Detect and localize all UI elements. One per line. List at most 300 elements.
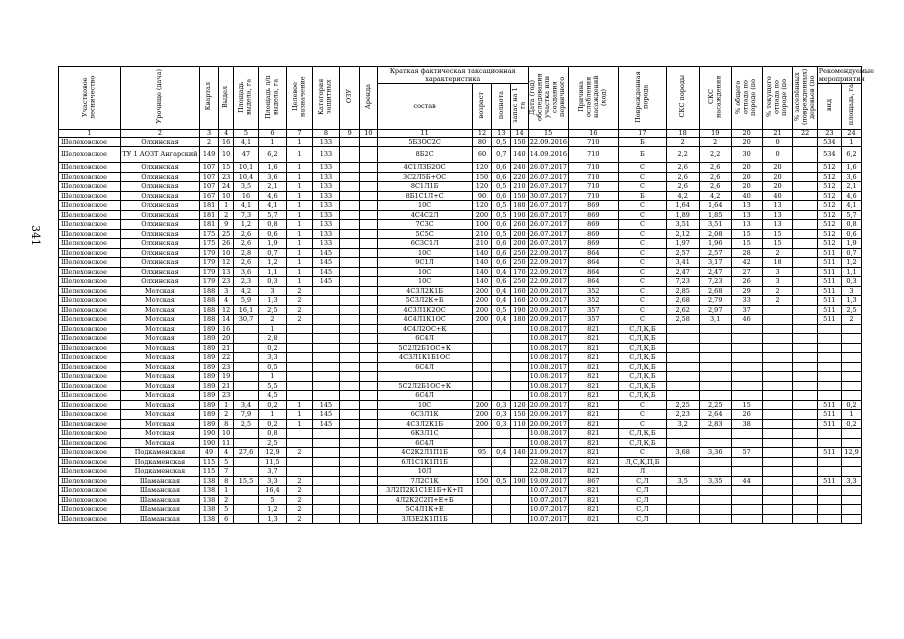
table-cell: 10.08.2017	[529, 334, 568, 342]
table-cell	[842, 381, 862, 391]
table-cell: 200	[472, 286, 492, 296]
table-cell: Шелеховское	[59, 137, 121, 147]
table-cell: 10.07.2017	[529, 486, 568, 494]
table-cell: 21	[218, 343, 233, 353]
table-row	[59, 229, 862, 239]
table-cell	[793, 201, 817, 211]
table-cell	[842, 343, 862, 353]
table-cell	[842, 486, 862, 496]
table-cell	[234, 429, 258, 439]
table-cell: С	[619, 210, 666, 220]
table-cell: 13	[731, 220, 762, 230]
table-cell: 15	[731, 239, 762, 249]
table-cell	[699, 505, 731, 515]
table-cell: 115	[200, 457, 219, 467]
table-cell: 3,3	[258, 353, 287, 363]
table-cell	[793, 267, 817, 277]
table-cell: 149	[200, 147, 219, 163]
table-cell: С,Л,К,Б	[619, 334, 666, 344]
header-ploshad-vydela: Площадь выдела, га	[234, 67, 258, 130]
table-cell: Олхинская	[120, 229, 199, 239]
table-cell: Шелеховское	[59, 267, 121, 277]
table-cell: 145	[312, 267, 340, 277]
table-row	[59, 400, 862, 410]
table-cell: 49	[200, 448, 219, 458]
table-cell: 10.07.2017	[529, 495, 568, 504]
table-cell: 0,4	[492, 315, 511, 325]
table-cell: 10.08.2017	[529, 391, 568, 399]
table-cell: 1,2	[842, 258, 862, 268]
table-cell: 2,57	[666, 248, 699, 258]
table-cell	[312, 334, 340, 344]
table-cell: Шаманская	[120, 486, 199, 496]
table-cell: 2,6	[666, 172, 699, 182]
table-cell: Шелеховское	[59, 486, 121, 496]
table-cell: 2,2	[699, 147, 731, 163]
table-cell	[699, 457, 731, 467]
table-cell	[817, 486, 841, 496]
table-cell	[793, 210, 817, 220]
table-cell	[360, 429, 378, 439]
table-cell	[666, 514, 699, 524]
table-cell: 512	[817, 239, 841, 249]
table-cell	[472, 362, 492, 372]
table-cell	[234, 391, 258, 401]
table-cell	[312, 476, 340, 486]
table-cell: 181	[200, 220, 219, 230]
table-cell: 1,2	[258, 505, 287, 515]
table-cell: 10С	[377, 267, 472, 277]
table-cell: 30,7	[234, 315, 258, 325]
table-cell: 5,7	[842, 210, 862, 220]
table-cell: 15	[218, 163, 233, 173]
table-cell: Шелеховское	[59, 410, 121, 420]
table-cell: 90	[472, 191, 492, 201]
table-cell: 0,6	[492, 191, 511, 201]
table-cell: 0,4	[492, 286, 511, 296]
table-cell: 133	[312, 229, 340, 239]
table-cell: 2,47	[699, 267, 731, 277]
table-cell	[762, 429, 793, 439]
table-cell: Мотская	[120, 315, 199, 325]
table-cell: С,Л	[619, 495, 666, 505]
table-cell	[312, 429, 340, 439]
header-polnota: полнота	[492, 84, 511, 130]
table-cell: 710	[568, 182, 619, 192]
table-cell: 30.07.2017	[529, 191, 568, 200]
table-cell: 0,2	[258, 400, 287, 410]
table-cell: 179	[200, 277, 219, 287]
table-cell	[793, 229, 817, 239]
table-cell: 3,5	[666, 476, 699, 486]
table-cell	[340, 182, 360, 192]
table-cell	[842, 495, 862, 505]
table-cell: 0,3	[258, 277, 287, 287]
table-cell	[731, 429, 762, 439]
table-cell: 2,2	[666, 147, 699, 163]
table-row	[59, 137, 862, 147]
table-cell: 200	[472, 296, 492, 306]
table-cell: С	[619, 248, 666, 258]
table-cell	[817, 429, 841, 439]
table-row	[59, 182, 862, 192]
table-cell	[793, 296, 817, 306]
table-cell: Шелеховское	[59, 495, 121, 505]
table-cell: Мотская	[120, 410, 199, 420]
table-cell: С,Л	[619, 505, 666, 515]
table-row	[59, 201, 862, 211]
table-cell: Шелеховское	[59, 419, 121, 429]
column-number: 11	[377, 129, 472, 137]
table-cell: С	[619, 239, 666, 249]
table-cell: Шелеховское	[59, 229, 121, 239]
table-cell: Шелеховское	[59, 286, 121, 296]
table-cell	[666, 429, 699, 439]
table-cell: 821	[568, 400, 619, 410]
table-cell: 5Б3ОС2С	[377, 137, 472, 147]
table-cell: 138	[200, 514, 219, 524]
table-cell: 2,1	[842, 182, 862, 192]
column-number: 22	[793, 129, 817, 137]
table-cell	[312, 381, 340, 391]
table-cell: 2,6	[699, 172, 731, 182]
column-number: 12	[472, 129, 492, 137]
table-cell: 821	[568, 362, 619, 372]
table-cell: 5С5С	[377, 229, 472, 239]
table-cell: 180	[511, 201, 529, 211]
table-cell	[340, 191, 360, 201]
table-cell	[762, 372, 793, 382]
table-cell: 46	[731, 315, 762, 325]
table-row	[59, 258, 862, 268]
table-cell: 160	[511, 286, 529, 296]
table-cell: 511	[817, 248, 841, 258]
table-cell	[287, 362, 312, 372]
table-cell: 2,6	[699, 163, 731, 173]
table-cell	[340, 381, 360, 391]
table-cell: 821	[568, 343, 619, 353]
table-cell: 511	[817, 410, 841, 420]
table-cell: 188	[200, 286, 219, 296]
table-cell: 2,6	[666, 182, 699, 192]
table-cell: 57	[731, 448, 762, 458]
header-kvartal: Квартал	[200, 67, 219, 130]
table-cell: 512	[817, 163, 841, 173]
table-cell: 22.09.2017	[529, 277, 568, 285]
table-cell: 15,5	[234, 476, 258, 486]
table-cell: 12	[218, 305, 233, 315]
table-cell: Шелеховское	[59, 353, 121, 363]
table-cell: 21	[218, 381, 233, 391]
table-cell	[340, 457, 360, 467]
column-number: 18	[666, 129, 699, 137]
table-cell	[817, 372, 841, 382]
table-cell	[842, 457, 862, 467]
table-cell: 0,5	[492, 137, 511, 147]
table-cell	[492, 372, 511, 382]
table-cell	[492, 457, 511, 467]
table-cell: С	[619, 258, 666, 268]
table-cell: 2,68	[699, 286, 731, 296]
table-cell	[360, 286, 378, 296]
table-cell: 7,23	[666, 277, 699, 287]
table-cell: 7,23	[699, 277, 731, 287]
table-cell: С,Л,К,Б	[619, 381, 666, 391]
table-cell	[762, 400, 793, 410]
table-cell	[793, 362, 817, 372]
table-cell: Шелеховское	[59, 381, 121, 391]
table-cell: 23	[218, 172, 233, 182]
table-cell	[340, 410, 360, 420]
table-cell: 140	[472, 267, 492, 277]
table-cell: 16,4	[258, 486, 287, 496]
table-cell: 2,6	[699, 182, 731, 192]
table-cell: 20.09.2017	[529, 315, 568, 323]
table-cell	[731, 505, 762, 515]
table-cell	[762, 495, 793, 505]
table-cell: 511	[817, 476, 841, 486]
table-cell: 2,5	[258, 438, 287, 448]
table-cell	[472, 343, 492, 353]
table-cell: 5,9	[234, 296, 258, 306]
table-cell: 138	[200, 505, 219, 515]
column-number: 2	[120, 129, 199, 137]
table-cell: 512	[817, 182, 841, 192]
table-row	[59, 448, 862, 458]
table-cell: 3,6	[234, 267, 258, 277]
table-cell: 3,51	[699, 220, 731, 230]
column-number: 1	[59, 129, 121, 137]
table-cell	[287, 343, 312, 353]
table-cell	[793, 438, 817, 448]
table-cell	[731, 372, 762, 382]
table-cell: 869	[568, 210, 619, 220]
table-cell: 10.08.2017	[529, 324, 568, 333]
table-cell	[842, 324, 862, 334]
table-cell: С	[619, 410, 666, 420]
table-cell: 25	[218, 229, 233, 239]
table-cell	[287, 429, 312, 439]
table-cell: 188	[200, 305, 219, 315]
table-cell: 4,1	[258, 201, 287, 211]
header-arenda: Аренда	[360, 67, 378, 130]
table-cell: 16	[218, 137, 233, 147]
table-cell	[699, 372, 731, 382]
table-cell: 3,6	[258, 172, 287, 182]
table-cell: 2,8	[258, 334, 287, 344]
table-cell: 23	[218, 391, 233, 401]
table-cell: С,Л	[619, 514, 666, 524]
table-cell	[287, 353, 312, 363]
table-cell	[312, 486, 340, 496]
table-cell	[817, 391, 841, 401]
table-cell: Шелеховское	[59, 438, 121, 448]
table-cell: 2,25	[699, 400, 731, 410]
table-cell: 189	[200, 391, 219, 401]
table-cell: 1,2	[258, 258, 287, 268]
table-cell	[793, 381, 817, 391]
table-cell	[793, 514, 817, 524]
table-cell: 3,3	[842, 476, 862, 486]
table-cell: 3	[762, 277, 793, 287]
table-cell: 2	[218, 495, 233, 505]
table-cell	[340, 137, 360, 147]
table-cell	[234, 353, 258, 363]
table-cell: 1,96	[699, 239, 731, 249]
table-cell	[234, 486, 258, 496]
table-cell	[340, 305, 360, 315]
table-cell	[472, 381, 492, 391]
table-cell: Шелеховское	[59, 457, 121, 467]
table-cell: 511	[817, 419, 841, 429]
table-cell	[234, 467, 258, 477]
table-cell: 22.09.2016	[529, 137, 568, 146]
table-cell: 181	[200, 210, 219, 220]
table-cell	[666, 362, 699, 372]
table-cell: 1	[287, 267, 312, 277]
table-cell	[793, 353, 817, 363]
table-row	[59, 324, 862, 334]
table-cell: 0	[762, 147, 793, 163]
table-cell: 0,8	[258, 220, 287, 230]
table-cell: 250	[511, 258, 529, 268]
table-cell	[793, 400, 817, 410]
table-cell: 4С2К2Л1П1Б	[377, 448, 472, 458]
table-cell: 5	[218, 457, 233, 467]
table-cell	[492, 381, 511, 391]
table-cell	[492, 505, 511, 515]
table-cell	[511, 334, 529, 344]
table-cell: 6Л1С1К1П1Б	[377, 457, 472, 467]
table-cell: 534	[817, 147, 841, 163]
table-cell	[666, 438, 699, 448]
table-cell: 511	[817, 400, 841, 410]
table-cell: 30	[731, 147, 762, 163]
table-cell	[793, 277, 817, 287]
table-cell	[312, 315, 340, 325]
table-cell: 2	[287, 448, 312, 458]
table-cell	[340, 210, 360, 220]
table-cell: 150	[511, 137, 529, 147]
table-cell: Подкаменская	[120, 448, 199, 458]
table-cell	[699, 362, 731, 372]
table-cell: 20	[762, 163, 793, 173]
table-cell: 140	[511, 448, 529, 458]
table-cell: 250	[511, 248, 529, 258]
table-cell: Мотская	[120, 353, 199, 363]
table-cell	[511, 362, 529, 372]
table-cell: 5С2Л2Б1ОС+К	[377, 381, 472, 391]
table-cell: Шаманская	[120, 476, 199, 486]
table-cell	[472, 438, 492, 448]
table-cell: С	[619, 286, 666, 296]
table-cell: 140	[472, 277, 492, 287]
table-row	[59, 248, 862, 258]
table-cell: 27	[731, 267, 762, 277]
table-cell	[360, 334, 378, 344]
table-cell: 821	[568, 514, 619, 524]
table-cell: 20.09.2017	[529, 296, 568, 304]
table-cell: С	[619, 267, 666, 277]
table-row	[59, 486, 862, 496]
table-cell	[234, 334, 258, 344]
table-cell: 188	[200, 315, 219, 325]
table-cell: 2,6	[234, 229, 258, 239]
table-cell	[287, 324, 312, 334]
table-cell: 20	[731, 137, 762, 147]
header-prichina: Причина ослабления насаждений (код)	[568, 67, 619, 130]
table-cell: Подкаменская	[120, 467, 199, 477]
table-cell	[360, 172, 378, 182]
table-cell: Шелеховское	[59, 210, 121, 220]
table-cell: 20	[731, 163, 762, 173]
table-cell: С	[619, 296, 666, 306]
table-cell	[666, 343, 699, 353]
table-cell	[511, 391, 529, 401]
column-number: 6	[258, 129, 287, 137]
table-cell	[340, 248, 360, 258]
table-row	[59, 147, 862, 163]
table-cell: Олхинская	[120, 137, 199, 147]
table-cell: 511	[817, 258, 841, 268]
table-cell	[817, 343, 841, 353]
table-cell	[312, 372, 340, 382]
table-cell	[762, 410, 793, 420]
table-cell	[472, 505, 492, 515]
table-cell: 188	[200, 296, 219, 306]
table-cell	[472, 495, 492, 505]
table-cell: 1	[287, 201, 312, 211]
table-row	[59, 467, 862, 477]
table-cell	[793, 286, 817, 296]
table-cell: 1,1	[258, 267, 287, 277]
table-cell	[817, 514, 841, 524]
table-cell: 10С	[377, 201, 472, 211]
table-cell: 3,7	[258, 467, 287, 477]
table-cell: 0,5	[258, 362, 287, 372]
table-cell: 1	[842, 410, 862, 420]
table-cell: Б	[619, 191, 666, 201]
table-cell: 10С	[377, 400, 472, 410]
table-cell	[793, 258, 817, 268]
table-cell: 6,2	[842, 147, 862, 163]
table-row	[59, 267, 862, 277]
table-cell: 710	[568, 163, 619, 173]
table-cell: 869	[568, 229, 619, 239]
table-cell: 19	[218, 372, 233, 382]
table-cell	[762, 305, 793, 315]
table-row	[59, 505, 862, 515]
table-cell	[234, 362, 258, 372]
table-cell: 2,83	[699, 419, 731, 429]
table-cell: 7Л2С1К	[377, 476, 472, 486]
table-cell: 5С3Л2К+Б	[377, 296, 472, 306]
table-cell: 821	[568, 353, 619, 363]
table-cell: Шелеховское	[59, 248, 121, 258]
table-cell: 352	[568, 286, 619, 296]
table-cell: 3,35	[699, 476, 731, 486]
table-cell	[731, 343, 762, 353]
table-cell: 0,6	[492, 239, 511, 249]
table-cell: 10	[218, 429, 233, 439]
table-cell: Шелеховское	[59, 372, 121, 382]
table-cell	[472, 429, 492, 439]
table-cell	[731, 381, 762, 391]
table-cell: Шелеховское	[59, 400, 121, 410]
table-cell	[511, 372, 529, 382]
table-cell	[340, 147, 360, 163]
table-cell: 0,6	[492, 163, 511, 173]
